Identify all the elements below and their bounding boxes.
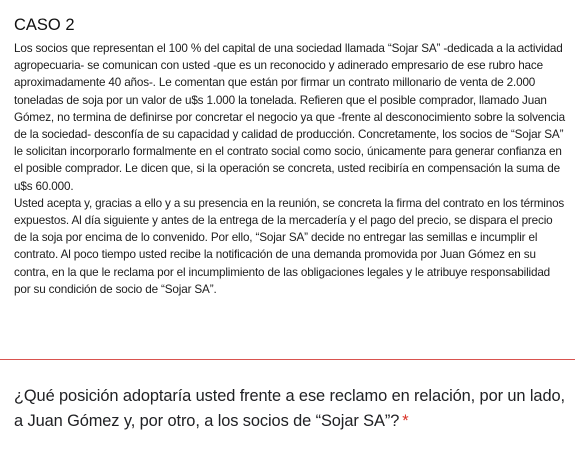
required-asterisk: *: [402, 412, 409, 430]
question-title: [14, 384, 566, 434]
case-body: [14, 40, 566, 298]
question-text: ¿Qué posición adoptaría usted frente a ese reclamo en relación, por un lado, a Juan Gómez y, por otro, a los socios de “Sojar SA”?: [14, 387, 565, 430]
case-paragraph: Usted acepta y, gracias a ello y a su presencia en la reunión, se concreta la firma del contrato en los términos expuestos. Al día siguiente y antes de la entrega de la mercadería y el pago del precio, se dispara el precio de la soja por encima de lo convenido. Por ello, “Sojar SA” decide no entregar las semillas e incumplir el contrato. Al poco tiempo usted recibe la notificación de una demanda promovida por Juan Gómez en su contra, en la que le reclama por el incumplimiento de las obligaciones legales y le atribuye responsabilidad por su condición de socio de “Sojar SA”.: [14, 196, 565, 296]
case-description: [14, 14, 566, 298]
question-block: [14, 384, 566, 434]
case-title: CASO 2: [14, 16, 75, 34]
case-paragraph: Los socios que representan el 100 % del capital de una sociedad llamada “Sojar SA” -dedicada a la actividad agropecuaria- se comunican con usted -que es un reconocido y adinerado empresario de ese rubro hace aproximadamente 40 años-. Le comentan que están por firmar un contrato millonario de venta de 2.000 toneladas de soja por un valor de u$s 1.000 la tonelada. Refieren que el posible comprador, llamado Juan Gómez, no termina de definirse por concretar el negocio ya que -frente al desconocimiento sobre la solvencia de la sociedad- desconfía de su capacidad y calidad de producción. Concretamente, los socios de “Sojar SA” le solicitan incorporarlo formalmente en el contrato social como socio, únicamente para generar confianza en el posible comprador. Le dicen que, si la operación se concreta, usted recibiría en compensación la suma de u$s 60.000.: [14, 42, 565, 193]
section-divider: [0, 359, 575, 360]
